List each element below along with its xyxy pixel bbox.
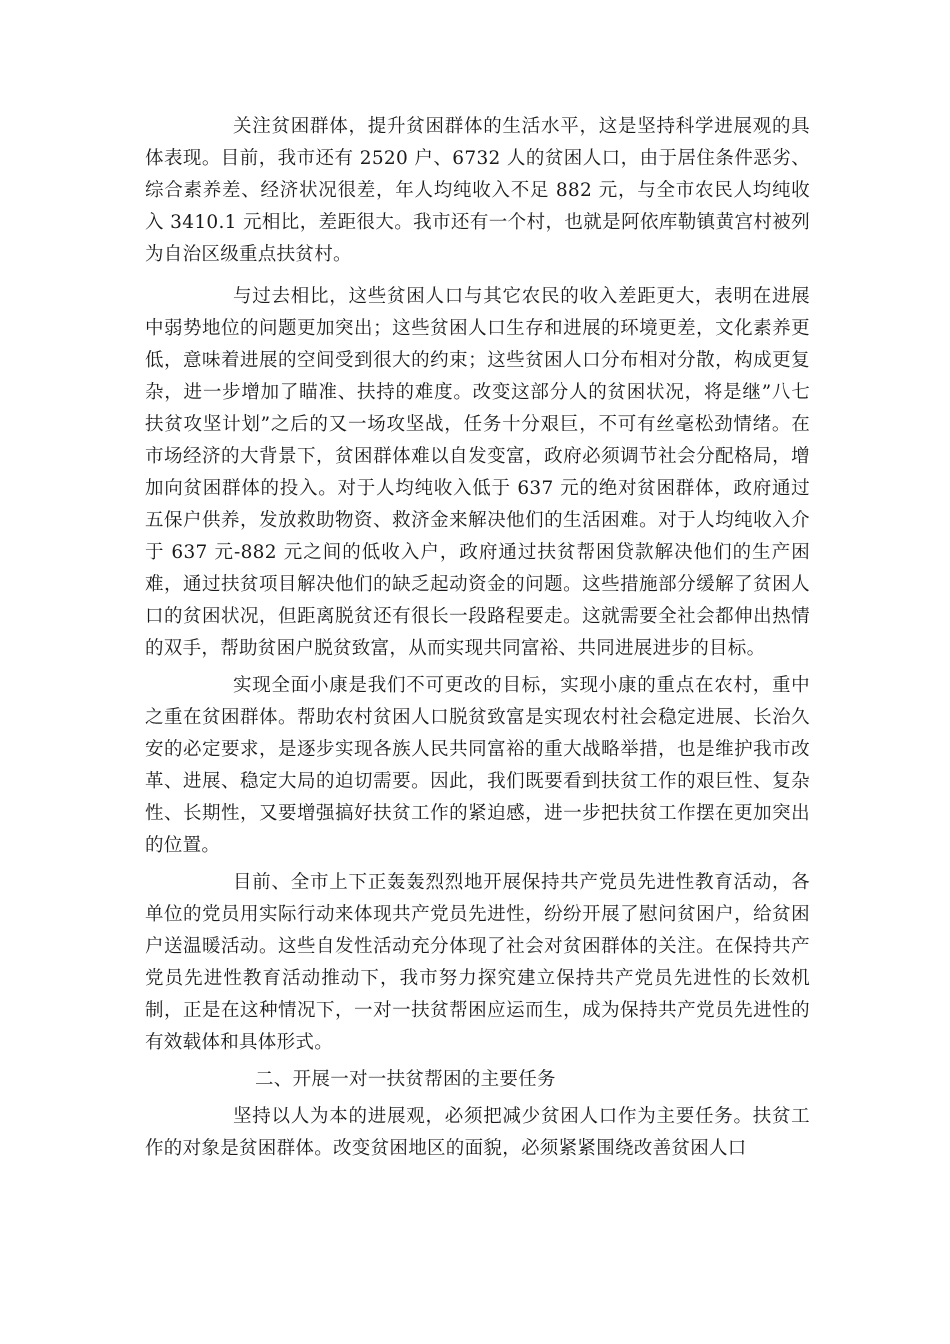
paragraph-main-task: 坚持以人为本的进展观，必须把减少贫困人口作为主要任务。扶贫工作的对象是贫困群体。改变贫困地区的面貌，必须紧紧围绕改善贫困人口 xyxy=(145,1106,810,1159)
document-body xyxy=(145,111,810,1170)
paragraph-poverty-overview: 关注贫困群体，提升贫困群体的生活水平，这是坚持科学进展观的具体表现。目前，我市还有 2520 户、6732 人的贫困人口，由于居住条件恶劣、综合素养差、经济状况很差，年人均纯收入不足 882 元，与全市农民人均纯收入 3410.1 元相比，差距很大。我市还有一个村，也就是阿依库勒镇黄宫村被列为自治区级重点扶贫村。 xyxy=(145,116,810,265)
section-heading: 二、开展一对一扶贫帮困的主要任务 xyxy=(255,1069,556,1090)
paragraph-income-gap: 与过去相比，这些贫困人口与其它农民的收入差距更大，表明在进展中弱势地位的问题更加突出；这些贫困人口生存和进展的环境更差，文化素养更低，意味着进展的空间受到很大的约束；这些贫困人口分布相对分散，构成更复杂，进一步增加了瞄准、扶持的难度。改变这部分人的贫困状况，将是继”八七扶贫攻坚计划”之后的又一场攻坚战，任务十分艰巨，不可有丝毫松劲情绪。在市场经济的大背景下，贫困群体难以自发变富，政府必须调节社会分配格局，增加向贫困群体的投入。对于人均纯收入低于 637 元的绝对贫困群体，政府通过五保户供养，发放救助物资、救济金来解决他们的生活困难。对于人均纯收入介于 637 元-882 元之间的低收入户，政府通过扶贫帮困贷款解决他们的生产困难，通过扶贫项目解决他们的缺乏起动资金的问题。这些措施部分缓解了贫困人口的贫困状况，但距离脱贫还有很长一段路程要走。这就需要全社会都伸出热情的双手，帮助贫困户脱贫致富，从而实现共同富裕、共同进展进步的目标。 xyxy=(145,286,810,659)
paragraph-moderate-prosperity: 实现全面小康是我们不可更改的目标，实现小康的重点在农村，重中之重在贫困群体。帮助农村贫困人口脱贫致富是实现农村社会稳定进展、长治久安的必定要求，是逐步实现各族人民共同富裕的重大战略举措，也是维护我市改革、进展、稳定大局的迫切需要。因此，我们既要看到扶贫工作的艰巨性、复杂性、长期性，又要增强搞好扶贫工作的紧迫感，进一步把扶贫工作摆在更加突出的位置。 xyxy=(145,675,810,856)
paragraph-party-education: 目前、全市上下正轰轰烈烈地开展保持共产党员先进性教育活动，各单位的党员用实际行动来体现共产党员先进性，纷纷开展了慰问贫困户，给贫困户送温暖活动。这些自发性活动充分体现了社会对贫困群体的关注。在保持共产党员先进性教育活动推动下，我市努力探究建立保持共产党员先进性的长效机制，正是在这种情况下，一对一扶贫帮困应运而生，成为保持共产党员先进性的有效载体和具体形式。 xyxy=(145,872,810,1053)
